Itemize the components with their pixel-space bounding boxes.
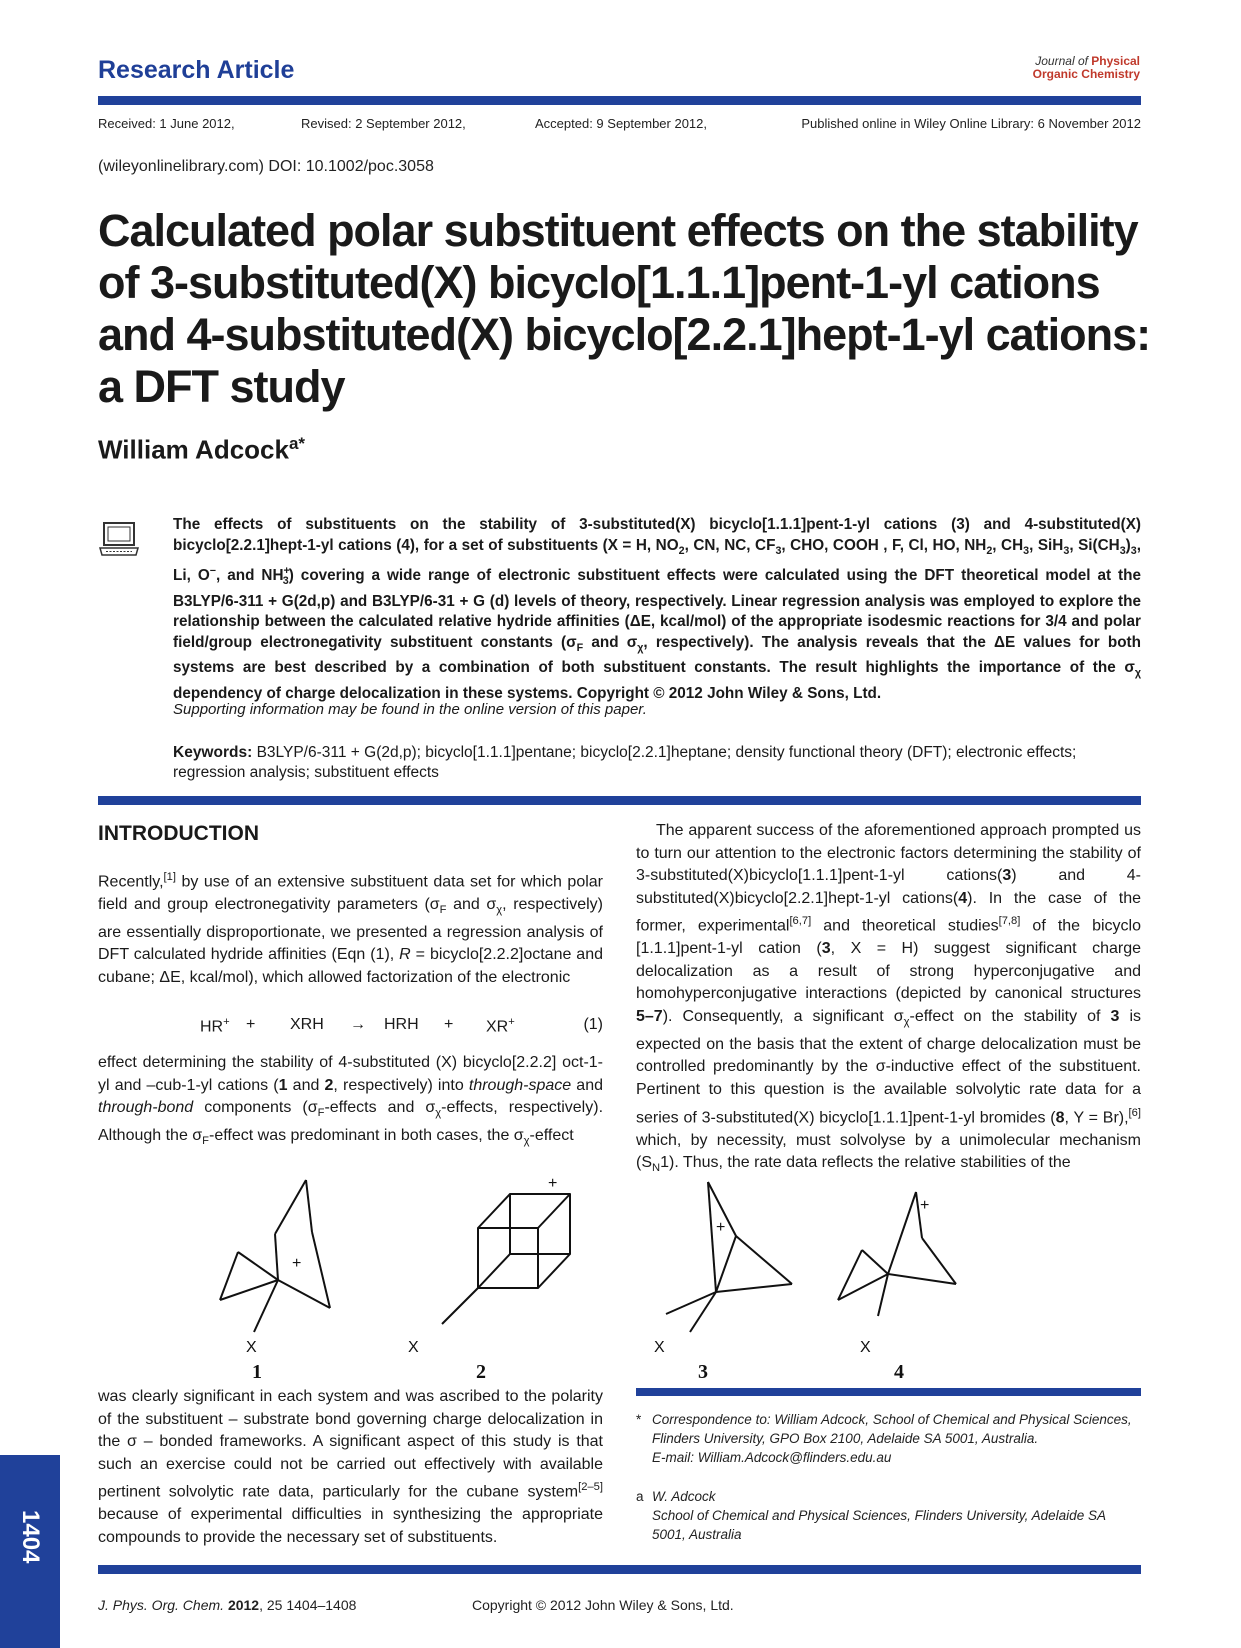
structures-figure [180, 1172, 1160, 1382]
structure-4-plus: + [920, 1197, 930, 1214]
accepted-date: Accepted: 9 September 2012, [535, 116, 708, 131]
author-name: William Adcock [98, 434, 289, 465]
header-rule [98, 96, 1141, 105]
structure-label-2: 2 [476, 1361, 486, 1382]
footer-citation: J. Phys. Org. Chem. 2012, 25 1404–1408 [98, 1597, 357, 1613]
structure-1-bicyclooctyl [220, 1180, 330, 1332]
author [98, 434, 305, 466]
section-label: Research Article [98, 56, 295, 84]
doi: (wileyonlinelibrary.com) DOI: 10.1002/poc.3058 [98, 158, 434, 175]
page-number: 1404 [17, 1510, 44, 1564]
structure-4-bicycloheptyl [838, 1192, 956, 1316]
intro-paragraph-1: Recently,[1] by use of an extensive substituent data set for which polar field and group electronegativity parameters ($\sigma_F$ and $\sigma_\chi$, respectively) are essentially disproportionate, we presented a regression analysis of DFT calculated hydride affinities (Eqn (1), R = bicyclo[2.2.2]octane and cubane; ΔE, kcal/mol), which allowed factorization of the electronic [98, 871, 604, 986]
footnote-rule [636, 1388, 1141, 1396]
footer-copyright: Copyright © 2012 John Wiley & Sons, Ltd. [472, 1597, 734, 1613]
computer-icon [98, 522, 140, 558]
structure-2-cubyl [442, 1194, 570, 1324]
intro-paragraph-3: was clearly significant in each system and was ascribed to the polarity of the substituent – substrate bond governing charge delocalization in the σ – bonded frameworks. A significant aspect of this study is that such an exercise could not be carried out effectively with available pertinent solvolytic rate data, particularly for the cubane system[2–5] because of experimental difficulties in synthesizing the appropriate compounds to provide the necessary set of substituents. [98, 1388, 603, 1546]
keywords [173, 743, 1141, 783]
published-date: Published online in Wiley Online Library: 6 November 2012 [801, 116, 1141, 131]
intro-heading: INTRODUCTION [98, 822, 259, 845]
email: E-mail: William.Adcock@flinders.edu.au [652, 1450, 892, 1465]
keywords-label: Keywords: [173, 744, 253, 761]
keywords-list: B3LYP/6-311 + G(2d,p); bicyclo[1.1.1]pentane; bicyclo[2.2.1]heptane; density functional theory (DFT); electronic effects; regression analysis; substituent effects [173, 744, 1077, 781]
journal-logo-prefix: Journal of [1035, 54, 1088, 68]
structure-3-plus: + [716, 1219, 726, 1236]
intro-paragraph-2: effect determining the stability of 4-substituted (X) bicyclo[2.2.2] oct-1-yl and –cub-1-yl cations (1 and 2, respectively) into through-space and through-bond components ($\sigma_F$-effects and $\sigma_\chi$-effects, respectively). Although the $\sigma_F$-effect was predominant in both cases, the $\sigma_\chi$-effect [98, 1054, 604, 1148]
author-marks: a* [288, 434, 306, 453]
structure-2-plus: + [548, 1175, 558, 1192]
article-title: Calculated polar substituent effects on the stability of 3-substituted(X) bicyclo[1.1.1]pent-1-yl cations and 4-substituted(X) bicyclo[2.2.1]hept-1-yl cations: a DFT study [98, 205, 1151, 412]
structure-2-x: X [408, 1339, 419, 1356]
structure-label-1: 1 [252, 1361, 262, 1382]
footer-rule [98, 1565, 1141, 1574]
received-date: Received: 1 June 2012, [98, 116, 235, 131]
abstract-rule [98, 796, 1141, 805]
affiliation-footnote: a W. Adcock School of Chemical and Physical Sciences, Flinders University, Adelaide SA 5001, Australia [636, 1489, 1106, 1542]
structure-label-4: 4 [894, 1361, 904, 1382]
journal-logo-line2: Organic Chemistry [1032, 67, 1140, 81]
structure-1-plus: + [292, 1255, 302, 1272]
structure-1-x: X [246, 1339, 257, 1356]
supporting-info-note: Supporting information may be found in the online version of this paper. [173, 701, 647, 718]
column2-paragraph: The apparent success of the aforementioned approach prompted us to turn our attention to the electronic factors determining the stability of 3-substituted(X)bicyclo[1.1.1]pent-1-yl cations(3) and 4-substituted(X)bicyclo[2.2.1]hept-1-yl cations(4). In the case of the former, experimental[6,7] and theoretical studies[7,8] of the bicyclo [1.1.1]pent-1-yl cation (3, X = H) suggest significant charge delocalization as a result of strong hyperconjugative and homohyperconjugative interactions (depicted by canonical structures 5–7). Consequently, a significant $\sigma_\chi$-effect on the stability of 3 is expected on the basis that the extent of charge delocalization must be controlled predominantly by the σ-inductive effect of the substituent. Pertinent to this question is the available solvolytic rate data for a series of 3-substituted(X) bicyclo[1.1.1]pent-1-yl bromides (8, Y = Br),[6] which, by necessity, must solvolyse by a unimolecular mechanism $(S_N1)$. Thus, the rate data reflects the relative stabilities of the [636, 822, 1142, 1175]
structure-label-3: 3 [698, 1361, 708, 1382]
abstract: The effects of substituents on the stability of 3-substituted(X) bicyclo[1.1.1]pent-1-yl cations (3) and 4-substituted(X) bicyclo[2.2.1]hept-1-yl cations (4), for a set of substituents (X = H, $NO_2$, CN, NC, $CF_3$, CHO, COOH , F, Cl, HO, $NH_2$, $CH_3$, SiH$_3$, $Si(CH_3)_3$, Li, O−, and $NH^+_3$) covering a wide range of electronic substituent effects were calculated using the DFT theoretical model at the B3LYP/6-311 + G(2d,p) and B3LYP/6-31 + G (d) levels of theory, respectively. Linear regression analysis was employed to explore the relationship between the calculated relative hydride affinities (ΔE, kcal/mol) of the appropriate isodesmic reactions for 3/4 and polar field/group electronegativity substituent constants ($\sigma_F$ and $\sigma_\chi$, respectively). The analysis reveals that the ΔE values for both systems are best described by a combination of both substituent constants. The result highlights the importance of the $\sigma_\chi$ dependency of charge delocalization in these systems. Copyright © 2012 John Wiley & Sons, Ltd. [173, 516, 1141, 702]
structure-3-x: X [654, 1339, 665, 1356]
journal-logo [1033, 55, 1140, 81]
revised-date: Revised: 2 September 2012, [301, 116, 466, 131]
correspondence-footnote: * Correspondence to: William Adcock, School of Chemical and Physical Sciences, Flinders University, GPO Box 2100, Adelaide SA 5001, Australia. E-mail: William.Adcock@flinders.edu.au [636, 1412, 1132, 1465]
structure-3-bicyclopentyl [666, 1182, 792, 1332]
journal-logo-physical: Physical [1091, 54, 1140, 68]
structure-4-x: X [860, 1339, 871, 1356]
